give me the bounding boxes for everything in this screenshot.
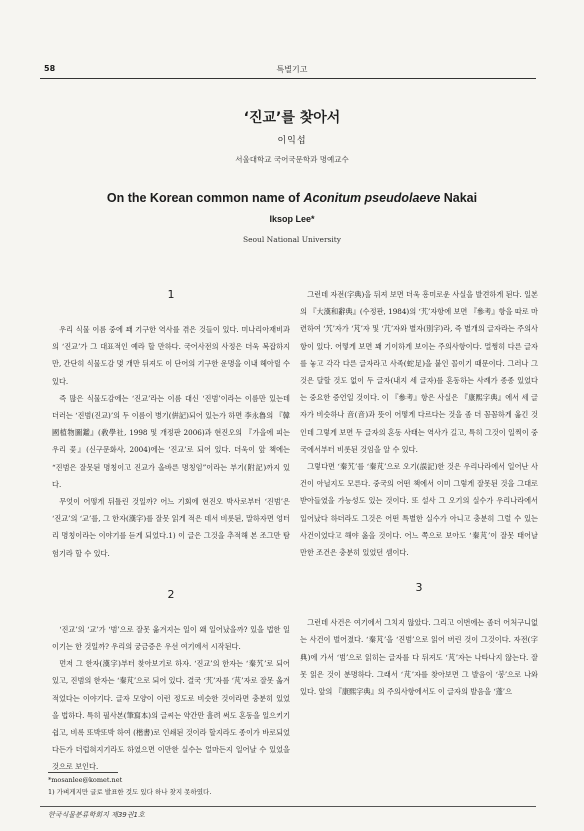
footer-rule — [40, 806, 536, 807]
affiliation-korean: 서울대학교 국어국문학과 명예교수 — [235, 155, 349, 164]
journal-footer: 한국식물분류학회지 제39권1호 — [48, 811, 145, 819]
paragraph: 즉 많은 식물도감에는 ‘진교’라는 이름 대신 ‘진범’이라는 이름만 있는데 더러는 ‘진범(진교)’의 두 이름이 병기(倂記)되어 있는가 하면 李永魯의 『韓國植物圖鑑』(敎學社, 1998 및 개정판 2006)과 현진오의 『가을에 피는 우리 꽃』(신구문화사, 2004)에는 ‘진교’로 되어 있다. 더욱이 앞 책에는 “진범은 잘못된 명칭이고 진교가 올바른 명칭임”이라는 부기(附記)까지 있다. — [52, 393, 290, 489]
title-english-prefix: On the Korean common name of — [106, 191, 304, 205]
page-number: 58 — [44, 64, 56, 73]
footnote-email: *mosanlee@komet.net — [48, 776, 123, 784]
section-1-body — [52, 321, 290, 562]
section-3-body — [300, 614, 538, 700]
affiliation-english: Seoul National University — [242, 235, 342, 244]
footnote-1: 1) 가벼게지만 글로 발표한 것도 있다 하나 찾지 못하였다. — [48, 788, 212, 796]
footnote-rule — [48, 772, 118, 773]
paragraph: 그런데 자전(字典)을 뒤져 보면 더욱 흥미로운 사실을 발견하게 된다. 일본의 『大漢和辭典』(수정판, 1984)의 ‘艽’자항에 보면 『參考』항을 따로 마련하여 ‘艽’자가 ‘芃’자 및 ‘芁’자와 별자(別字)라, 즉 별개의 글자라는 주의사항이 있다. 어떻게 보면 꽤 기이하게 보이는 주의사항이다. 멀쩡히 다른 글자를 놓고 각각 다른 글자라고 사족(蛇足)을 붙인 꼴이기 때문이다. 그러나 그것은 달할 것도 없이 두 글자(내지 세 글자)를 혼동하는 사례가 종종 있었다는 중요한 증언일 것이다. 이 『參考』항은 사실은 『康熙字典』에서 세 글자가 비슷하나 音(音)과 뜻이 어떻게 다르다는 것을 좀 더 꼼꼼하게 옮긴 것인데 그렇게 보면 두 글자의 혼동 사태는 역사가 길고, 특히 그것이 일찍이 중국에서부터 비롯된 것임을 알 수 있다. — [300, 290, 538, 454]
header-rule — [40, 78, 536, 79]
right-column — [300, 286, 538, 700]
section-label: 특별기고 — [276, 65, 308, 74]
section-number-2: 2 — [167, 587, 175, 601]
title-english-species: Aconitum pseudolaeve — [303, 191, 441, 205]
paragraph: 그렇다면 ‘秦艽’를 ‘秦芃’으로 오기(誤記)한 것은 우리나라에서 일어난 사건이 아닐지도 모른다. 중국의 어떤 책에서 이미 그렇게 잘못된 것을 그대로 받아들였을 가능성도 있는 것이다. 또 설사 그 오기의 실수가 우리나라에서 일어났다 하더라도 그것은 어떤 특별한 실수가 아니고 충분히 그럴 수 있는 사건이었다고 해야 옳을 것이다. 어느 쪽으로 보아도 ‘秦芃’이 잘못 태어날 만한 조건은 충분히 있었던 셈이다. — [300, 462, 538, 558]
paragraph: 먼저 그 한자(漢字)부터 찾아보기로 하자. ‘진교’의 한자는 ‘秦艽’로 되어 있고, 진범의 한자는 ‘秦芃’으로 되어 있다. 결국 ‘艽’자를 ‘芃’자로 잘못 옮겨 적었다는 이야기다. 글자 모양이 이런 정도로 비슷한 것이라면 충분히 있었을 법하다. 특히 필사본(筆寫本)의 글씨는 약간만 흘려 써도 혼동을 일으키기 쉽고, 비록 또박또박 하여 (楷書)로 인쇄된 것이라 할지라도 종이가 바로되었다든가 더럽혀지기라도 하였으면 이만한 실수는 얼마든지 일어날 수 있었을 것으로 보인다. — [52, 659, 290, 772]
author-korean: 이익섭 — [277, 136, 307, 146]
section-number-1: 1 — [167, 288, 175, 301]
paragraph: 그런데 사건은 여기에서 그치지 않았다. 그리고 이번에는 좀더 어처구니없는 사건이 벌어졌다. ‘秦芃’을 ‘진범’으로 읽어 버린 것이 그것이다. 자전(字典)에 가서 ‘범’으로 읽히는 글자를 다 뒤져도 ‘芃’자는 나타나지 않는다. 잘못 읽은 것이 분명하다. 그래서 ‘芃’자를 찾아보면 그 발음이 ‘봉’으로 나와 있다. 앞의 『康熙字典』의 주의사항에서도 이 글자의 발음을 ‘蓬’으 — [300, 618, 538, 697]
title-korean: ‘진교’를 찾아서 — [243, 110, 341, 126]
section-2-continued — [300, 286, 538, 561]
left-column — [52, 286, 290, 776]
paragraph: 우리 식물 이름 중에 꽤 기구한 역사를 겪은 것들이 있다. 미나리아재비과의 ‘진교’가 그 대표적인 예라 할 만하다. 국어사전의 사정은 더욱 복잡하지만, 간단히 식물도감 몇 개만 뒤져도 이 단어의 기구한 운명을 이내 헤아릴 수 있다. — [52, 325, 290, 386]
title-english — [0, 191, 584, 205]
section-2-body — [52, 621, 290, 776]
title-english-suffix: Nakai — [440, 191, 478, 205]
paragraph: ‘진교’의 ‘교’가 ‘범’으로 잘못 옮겨지는 일이 왜 일어났을까? 있을 법한 일이기는 한 것일까? 우리의 궁금증은 우선 여기에서 시작된다. — [52, 624, 290, 652]
author-english: Iksop Lee* — [269, 214, 315, 224]
section-number-3: 3 — [415, 581, 423, 595]
paragraph: 무엇이 어떻게 뒤틀린 것일까? 어느 기회에 현진오 박사로부터 ‘진범’은 ‘진교’의 ‘교’를, 그 한자(漢字)를 잘못 읽게 적은 데서 비롯된, 말하자면 엉터리 명칭이라는 이야기를 듣게 되었다.1) 이 글은 그것을 추적해 본 조그만 탐험기라 할 수 있다. — [52, 497, 290, 558]
